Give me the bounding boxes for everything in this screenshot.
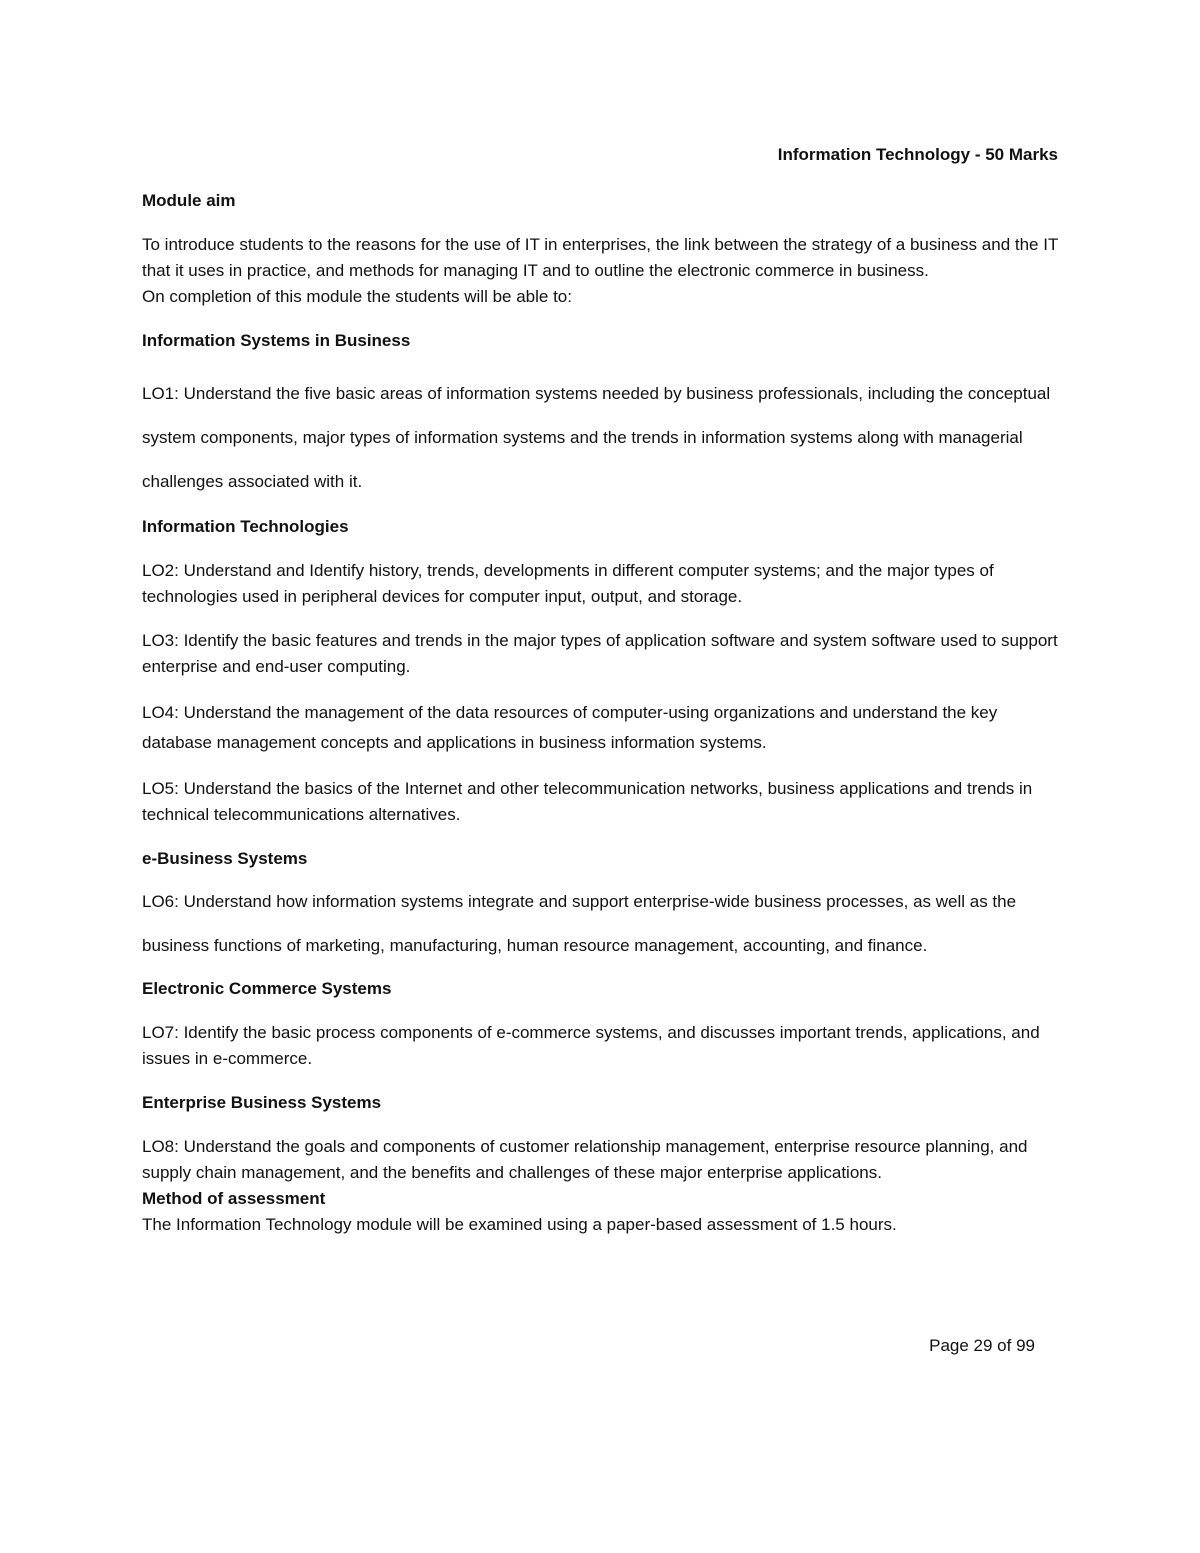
lo-text: Understand how information systems integrate and support enterprise-wide business processes, as well as the business functions of marketing, manufacturing, human resource management, accounting, and finance. xyxy=(142,892,1017,955)
lo-code: LO7: xyxy=(142,1023,179,1042)
lo-text: Understand the basics of the Internet and other telecommunication networks, business applications and trends in technical telecommunications alternatives. xyxy=(142,779,1033,824)
section-heading-information-technologies: Information Technologies xyxy=(142,517,349,536)
learning-outcome-lo8 xyxy=(142,1134,1067,1186)
learning-outcome-lo7 xyxy=(142,1020,1067,1072)
lo-text: Understand the five basic areas of information systems needed by business professionals, including the conceptual system components, major types of information systems and the trends in information systems along with managerial challenges associated with it. xyxy=(142,384,1051,491)
assessment-text: The Information Technology module will be examined using a paper-based assessment of 1.5 hours. xyxy=(142,1215,897,1234)
lo-code: LO4: xyxy=(142,703,179,722)
module-aim-text: To introduce students to the reasons for the use of IT in enterprises, the link between the strategy of a business and the IT that it uses in practice, and methods for managing IT and to outline the electronic commerce in business. xyxy=(142,235,1059,280)
lo-code: LO5: xyxy=(142,779,179,798)
learning-outcome-lo4 xyxy=(142,698,1067,758)
document-title: Information Technology - 50 Marks xyxy=(777,145,1058,164)
lo-text: Identify the basic process components of e-commerce systems, and discusses important trends, applications, and issues in e-commerce. xyxy=(142,1023,1040,1068)
section-heading-electronic-commerce: Electronic Commerce Systems xyxy=(142,979,392,998)
assessment-heading: Method of assessment xyxy=(142,1189,326,1208)
completion-text: On completion of this module the students will be able to: xyxy=(142,287,572,306)
section-heading-enterprise-business: Enterprise Business Systems xyxy=(142,1093,382,1112)
page-number: Page 29 of 99 xyxy=(929,1336,1035,1355)
lo-code: LO6: xyxy=(142,892,179,911)
document-body xyxy=(142,188,1067,1238)
section-heading-information-systems: Information Systems in Business xyxy=(142,331,411,350)
learning-outcome-lo5 xyxy=(142,776,1067,828)
learning-outcome-lo3 xyxy=(142,628,1067,680)
lo-text: Identify the basic features and trends in the major types of application software and system software used to support enterprise and end-user computing. xyxy=(142,631,1058,676)
lo-text: Understand the management of the data resources of computer-using organizations and understand the key database management concepts and applications in business information systems. xyxy=(142,703,998,752)
module-aim-heading: Module aim xyxy=(142,191,236,210)
section-heading-e-business-systems: e-Business Systems xyxy=(142,849,308,868)
lo-code: LO8: xyxy=(142,1137,179,1156)
lo-code: LO2: xyxy=(142,561,179,580)
lo-text: Understand the goals and components of customer relationship management, enterprise resource planning, and supply chain management, and the benefits and challenges of these major enterprise applications. xyxy=(142,1137,1028,1182)
lo-code: LO1: xyxy=(142,384,179,403)
lo-text: Understand and Identify history, trends, developments in different computer systems; and the major types of technologies used in peripheral devices for computer input, output, and storage. xyxy=(142,561,994,606)
learning-outcome-lo6 xyxy=(142,880,1067,968)
learning-outcome-lo1 xyxy=(142,372,1067,504)
lo-code: LO3: xyxy=(142,631,179,650)
learning-outcome-lo2 xyxy=(142,558,1067,610)
